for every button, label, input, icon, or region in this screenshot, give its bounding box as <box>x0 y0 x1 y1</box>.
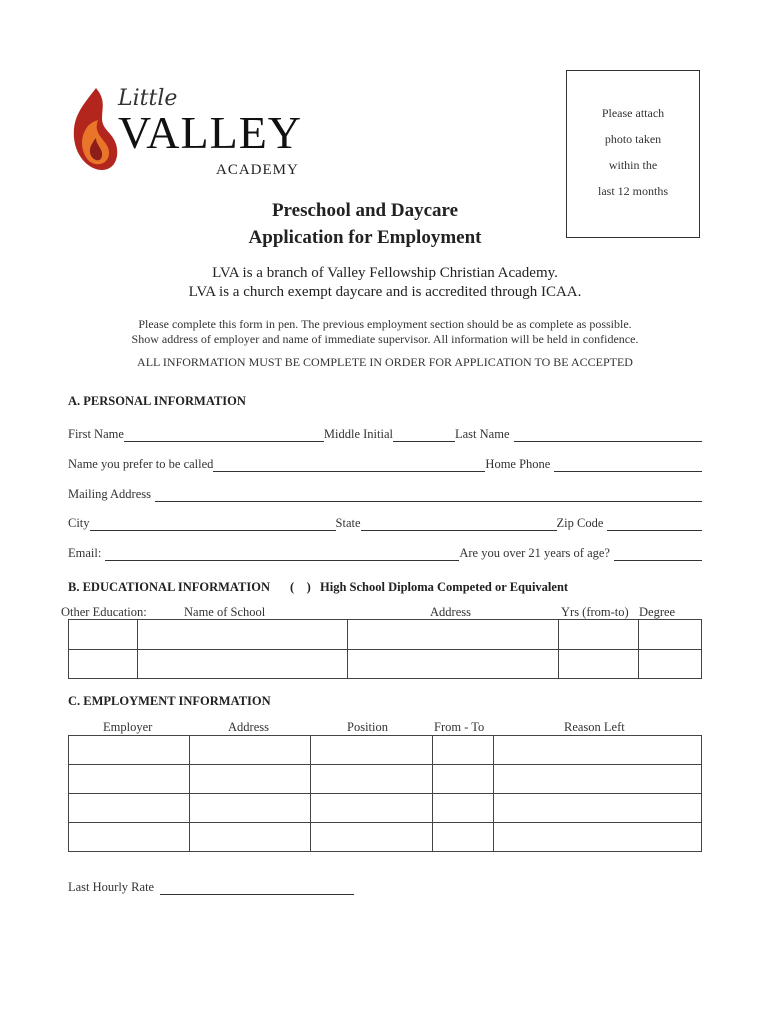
education-cell[interactable] <box>559 620 639 650</box>
education-heading: B. EDUCATIONAL INFORMATION <box>68 580 270 594</box>
state-field[interactable] <box>361 518 557 531</box>
last-name-field[interactable] <box>514 429 703 442</box>
mailing-address-label: Mailing Address <box>68 487 151 501</box>
education-cell[interactable] <box>639 650 702 679</box>
employment-cell[interactable] <box>311 736 433 765</box>
employment-cell[interactable] <box>69 794 190 823</box>
intro-line2: LVA is a church exempt daycare and is accredited through ICAA. <box>188 284 582 300</box>
education-table <box>68 619 702 679</box>
col-reason-left: Reason Left <box>564 720 625 734</box>
education-cell[interactable] <box>138 650 348 679</box>
col-degree: Degree <box>639 605 676 619</box>
home-phone-label: Home Phone <box>485 457 551 471</box>
photo-box-line: photo taken <box>604 132 662 146</box>
flame-icon <box>66 86 122 172</box>
education-cell[interactable] <box>138 620 348 650</box>
col-name-of-school: Name of School <box>184 605 266 619</box>
employment-cell[interactable] <box>494 794 702 823</box>
over-21-label: Are you over 21 years of age? <box>459 546 610 560</box>
col-edu-address: Address <box>430 605 471 619</box>
mailing-address-row <box>68 487 702 502</box>
last-hourly-rate-field[interactable] <box>160 882 354 895</box>
personal-info-heading: A. PERSONAL INFORMATION <box>68 394 246 408</box>
hourly-rate-row <box>68 880 368 895</box>
name-row <box>68 427 702 442</box>
city-state-zip-row <box>68 516 702 531</box>
zip-code-label: Zip Code <box>556 516 604 530</box>
logo-academy-text: ACADEMY <box>216 162 299 178</box>
table-row <box>69 765 702 794</box>
middle-initial-field[interactable] <box>393 429 455 442</box>
employment-cell[interactable] <box>311 823 433 852</box>
first-name-field[interactable] <box>124 429 324 442</box>
last-hourly-rate-label: Last Hourly Rate <box>68 880 155 894</box>
col-position: Position <box>347 720 388 734</box>
last-name-label: Last Name <box>455 427 510 441</box>
employment-cell[interactable] <box>190 765 311 794</box>
instructions-line1: Please complete this form in pen. The previous employment section should be as complete as possible. <box>138 317 632 331</box>
employment-cell[interactable] <box>494 823 702 852</box>
state-label: State <box>335 516 361 530</box>
employment-cell[interactable] <box>494 736 702 765</box>
middle-initial-label: Middle Initial <box>323 427 393 441</box>
photo-box-line: within the <box>608 158 658 172</box>
city-field[interactable] <box>90 518 336 531</box>
education-cell[interactable] <box>69 620 138 650</box>
employment-cell[interactable] <box>494 765 702 794</box>
logo-valley-text: VALLEY <box>118 107 303 158</box>
table-row <box>69 620 702 650</box>
preferred-name-row <box>68 457 702 472</box>
employment-cell[interactable] <box>433 794 494 823</box>
education-cell[interactable] <box>559 650 639 679</box>
employment-cell[interactable] <box>69 736 190 765</box>
home-phone-field[interactable] <box>554 459 702 472</box>
col-other-education: Other Education: <box>61 605 147 619</box>
table-row <box>69 823 702 852</box>
employment-cell[interactable] <box>190 823 311 852</box>
form-title-line1: Preschool and Daycare <box>271 200 459 221</box>
employment-cell[interactable] <box>190 736 311 765</box>
instructions-line2: Show address of employer and name of immediate supervisor. All information will be held in confidence. <box>131 332 639 346</box>
education-cell[interactable] <box>348 620 559 650</box>
zip-code-field[interactable] <box>607 518 702 531</box>
employment-cell[interactable] <box>69 823 190 852</box>
col-emp-address: Address <box>228 720 269 734</box>
employment-cell[interactable] <box>433 736 494 765</box>
employment-cell[interactable] <box>190 794 311 823</box>
photo-box-line: last 12 months <box>597 184 668 198</box>
photo-box-line: Please attach <box>601 106 665 120</box>
logo-little-text: Little <box>118 86 178 111</box>
form-title-line2: Application for Employment <box>248 227 482 248</box>
table-row <box>69 650 702 679</box>
employment-cell[interactable] <box>433 823 494 852</box>
diploma-label: High School Diploma Competed or Equivalent <box>320 580 569 594</box>
education-cell[interactable] <box>69 650 138 679</box>
employment-cell[interactable] <box>311 794 433 823</box>
email-field[interactable] <box>105 548 459 561</box>
academy-logo <box>66 82 326 182</box>
employment-heading: C. EMPLOYMENT INFORMATION <box>68 694 271 708</box>
preferred-name-field[interactable] <box>213 459 485 472</box>
employment-cell[interactable] <box>433 765 494 794</box>
email-label: Email: <box>68 546 102 560</box>
col-employer: Employer <box>103 720 153 734</box>
preferred-name-label: Name you prefer to be called <box>68 457 214 471</box>
education-cell[interactable] <box>639 620 702 650</box>
email-row <box>68 546 702 561</box>
diploma-checkbox[interactable]: ( ) <box>290 580 311 594</box>
employment-cell[interactable] <box>69 765 190 794</box>
intro-line1: LVA is a branch of Valley Fellowship Christian Academy. <box>212 265 558 281</box>
table-row <box>69 736 702 765</box>
mailing-address-field[interactable] <box>155 489 702 502</box>
city-label: City <box>68 516 90 530</box>
col-from-to: From - To <box>434 720 485 734</box>
employment-cell[interactable] <box>311 765 433 794</box>
table-row <box>69 794 702 823</box>
education-cell[interactable] <box>348 650 559 679</box>
employment-table <box>68 735 702 852</box>
over-21-field[interactable] <box>614 548 702 561</box>
first-name-label: First Name <box>68 427 124 441</box>
completion-notice: ALL INFORMATION MUST BE COMPLETE IN ORDER FOR APPLICATION TO BE ACCEPTED <box>137 355 633 369</box>
col-years: Yrs (from-to) <box>561 605 629 619</box>
